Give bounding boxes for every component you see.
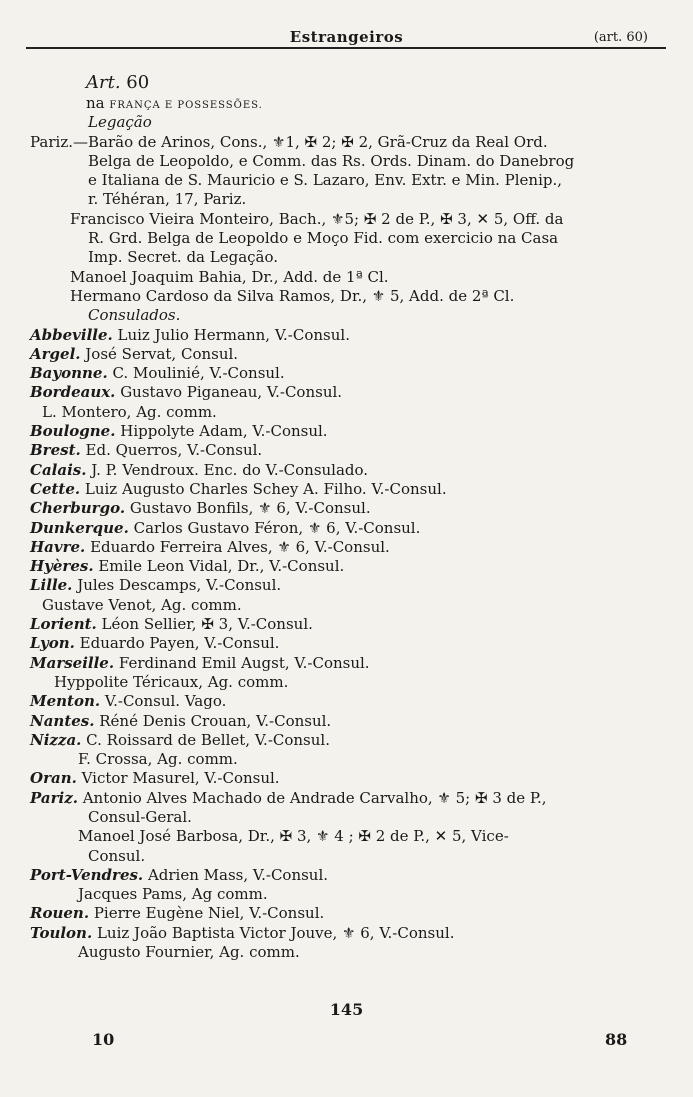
consulate-place: Marseille. — [30, 653, 115, 672]
consulate-place: Cette. — [30, 479, 81, 498]
consulate-text: Hyppolite Téricaux, Ag. comm. — [54, 672, 289, 691]
consulate-text: Eduardo Ferreira Alves, ⚜ 6, V.-Consul. — [90, 537, 390, 556]
consulate-entry — [30, 654, 660, 673]
consulate-entry — [30, 847, 660, 866]
consulate-entry — [30, 712, 660, 731]
consulate-entry — [30, 924, 660, 943]
legation-line: R. Grd. Belga de Leopoldo e Moço Fid. com exercicio na Casa — [88, 229, 559, 248]
consulate-entry — [30, 615, 660, 634]
consulate-text: Gustavo Piganeau, V.-Consul. — [120, 383, 343, 402]
consulate-place: Brest. — [30, 441, 81, 460]
consulate-text: Réné Denis Crouan, V.-Consul. — [99, 711, 332, 730]
consulate-text: Victor Masurel, V.-Consul. — [81, 769, 280, 788]
consulate-entry — [30, 827, 660, 846]
legation-line: Pariz.—Barão de Arinos, Cons., ⚜1, ✠ 2; ✠ 2, Grã-Cruz da Real Ord. — [30, 132, 548, 151]
consulate-text: Hippolyte Adam, V.-Consul. — [120, 422, 328, 441]
consulate-entry — [30, 789, 660, 808]
consulate-entry — [30, 383, 660, 402]
consulate-entry — [30, 596, 660, 615]
header-ref: (art. 60) — [593, 30, 648, 45]
consulate-place: Abbeville. — [30, 325, 113, 344]
legation-line: Manoel Joaquim Bahia, Dr., Add. de 1ª Cl. — [70, 267, 389, 286]
consulate-text: Ed. Querros, V.-Consul. — [85, 441, 263, 460]
consulate-entry — [30, 943, 660, 962]
consulate-text: Consul. — [88, 846, 146, 865]
consulate-text: Luiz Augusto Charles Schey A. Filho. V.-Consul. — [84, 479, 447, 498]
consulate-place: Nizza. — [30, 730, 82, 749]
consulate-place: Bordeaux. — [30, 383, 116, 402]
consulate-entry — [30, 692, 660, 711]
consulate-text: Léon Sellier, ✠ 3, V.-Consul. — [101, 615, 313, 634]
consulate-entry — [30, 519, 660, 538]
consulate-text: Emile Leon Vidal, Dr., V.-Consul. — [98, 557, 345, 576]
consulate-place: Pariz. — [30, 788, 78, 807]
consulate-entry — [30, 808, 660, 827]
consulate-text: F. Crossa, Ag. comm. — [78, 750, 238, 769]
legation-line: Belga de Leopoldo, e Comm. das Rs. Ords. Dinam. do Danebrog — [88, 151, 575, 170]
consulate-text: Luiz João Baptista Victor Jouve, ⚜ 6, V.-Consul. — [96, 923, 455, 942]
consulate-entry — [30, 461, 660, 480]
consulate-text: C. Moulinié, V.-Consul. — [112, 364, 285, 383]
consulate-text: J. P. Vendroux. Enc. do V.-Consulado. — [91, 460, 369, 479]
consulate-entry — [30, 441, 660, 460]
consulate-place: Hyères. — [30, 557, 94, 576]
consulate-entry — [30, 769, 660, 788]
consulate-place: Rouen. — [30, 904, 90, 923]
consulate-entry — [30, 403, 660, 422]
consulate-place: Lorient. — [30, 615, 97, 634]
consulate-entry — [30, 422, 660, 441]
consulate-entry — [30, 634, 660, 653]
consulate-entry — [30, 731, 660, 750]
consulate-place: Menton. — [30, 692, 101, 711]
footer-signature-right: 88 — [605, 1030, 628, 1049]
legation-line: Francisco Vieira Monteiro, Bach., ⚜5; ✠ 2 de P., ✠ 3, ✕ 5, Off. da — [70, 209, 564, 228]
legation-heading: Legação — [88, 113, 152, 132]
legation-line: r. Téhéran, 17, Pariz. — [88, 190, 247, 209]
consulate-text: Augusto Fournier, Ag. comm. — [78, 943, 300, 962]
consulate-text: Antonio Alves Machado de Andrade Carvalho, ⚜ 5; ✠ 3 de P., — [82, 788, 547, 807]
consulate-entry — [30, 364, 660, 383]
consulate-text: Ferdinand Emil Augst, V.-Consul. — [118, 653, 370, 672]
consulate-place: Lille. — [30, 576, 73, 595]
consulate-entry — [30, 866, 660, 885]
article-label: Art. — [86, 72, 121, 93]
article-number: 60 — [126, 72, 150, 93]
consulate-text: Manoel José Barbosa, Dr., ✠ 3, ⚜ 4 ; ✠ 2 de P., ✕ 5, Vice- — [78, 827, 509, 846]
header-title: Estrangeiros — [289, 28, 404, 46]
consulate-list — [30, 326, 660, 963]
consulate-text: L. Montero, Ag. comm. — [42, 402, 217, 421]
consulate-text: C. Roissard de Bellet, V.-Consul. — [86, 730, 330, 749]
consulate-place: Argel. — [30, 344, 81, 363]
consulate-text: Pierre Eugène Niel, V.-Consul. — [93, 904, 325, 923]
consulate-place: Lyon. — [30, 634, 75, 653]
legation-line: e Italiana de S. Mauricio e S. Lazaro, Env. Extr. e Min. Plenip., — [88, 171, 563, 190]
page-content — [30, 72, 660, 962]
consulate-entry — [30, 576, 660, 595]
consulate-place: Toulon. — [30, 923, 93, 942]
subtitle-text: FRANÇA E POSSESSÕES. — [109, 100, 263, 111]
consulate-place: Calais. — [30, 460, 87, 479]
consulate-text: V.-Consul. Vago. — [104, 692, 227, 711]
consulate-place: Port-Vendres. — [30, 865, 144, 884]
consulate-text: José Servat, Consul. — [85, 344, 239, 363]
consulate-place: Bayonne. — [30, 364, 108, 383]
consulate-place: Havre. — [30, 537, 86, 556]
consulate-entry — [30, 538, 660, 557]
consulate-entry — [30, 557, 660, 576]
consulate-entry — [30, 885, 660, 904]
legation-line: Hermano Cardoso da Silva Ramos, Dr., ⚜ 5, Add. de 2ª Cl. — [70, 286, 515, 305]
consulates-heading: Consulados. — [88, 306, 181, 325]
consulate-entry — [30, 326, 660, 345]
consulate-place: Oran. — [30, 769, 77, 788]
consulate-text: Jules Descamps, V.-Consul. — [77, 576, 282, 595]
consulate-place: Dunkerque. — [30, 518, 129, 537]
consulate-entry — [30, 480, 660, 499]
legation-line: Imp. Secret. da Legação. — [88, 248, 279, 267]
consulate-place: Boulogne. — [30, 422, 116, 441]
article-subtitle — [30, 94, 660, 113]
consulate-text: Carlos Gustavo Féron, ⚜ 6, V.-Consul. — [133, 518, 421, 537]
consulate-text: Gustavo Bonfils, ⚜ 6, V.-Consul. — [129, 499, 371, 518]
subtitle-prefix: na — [86, 94, 105, 112]
consulate-text: Jacques Pams, Ag comm. — [78, 885, 268, 904]
consulate-text: Consul-Geral. — [88, 807, 192, 826]
consulate-entry — [30, 345, 660, 364]
consulate-entry — [30, 750, 660, 769]
footer-signature-left: 10 — [92, 1030, 115, 1049]
consulate-entry — [30, 904, 660, 923]
header-rule — [26, 47, 666, 49]
consulate-text: Eduardo Payen, V.-Consul. — [79, 634, 280, 653]
consulate-text: Adrien Mass, V.-Consul. — [147, 865, 329, 884]
page-number: 145 — [329, 1000, 364, 1019]
consulate-place: Cherburgo. — [30, 499, 126, 518]
consulate-place: Nantes. — [30, 711, 95, 730]
consulate-entry — [30, 673, 660, 692]
consulate-text: Gustave Venot, Ag. comm. — [42, 595, 242, 614]
consulate-entry — [30, 499, 660, 518]
consulate-text: Luiz Julio Hermann, V.-Consul. — [117, 325, 350, 344]
article-heading — [30, 72, 660, 94]
